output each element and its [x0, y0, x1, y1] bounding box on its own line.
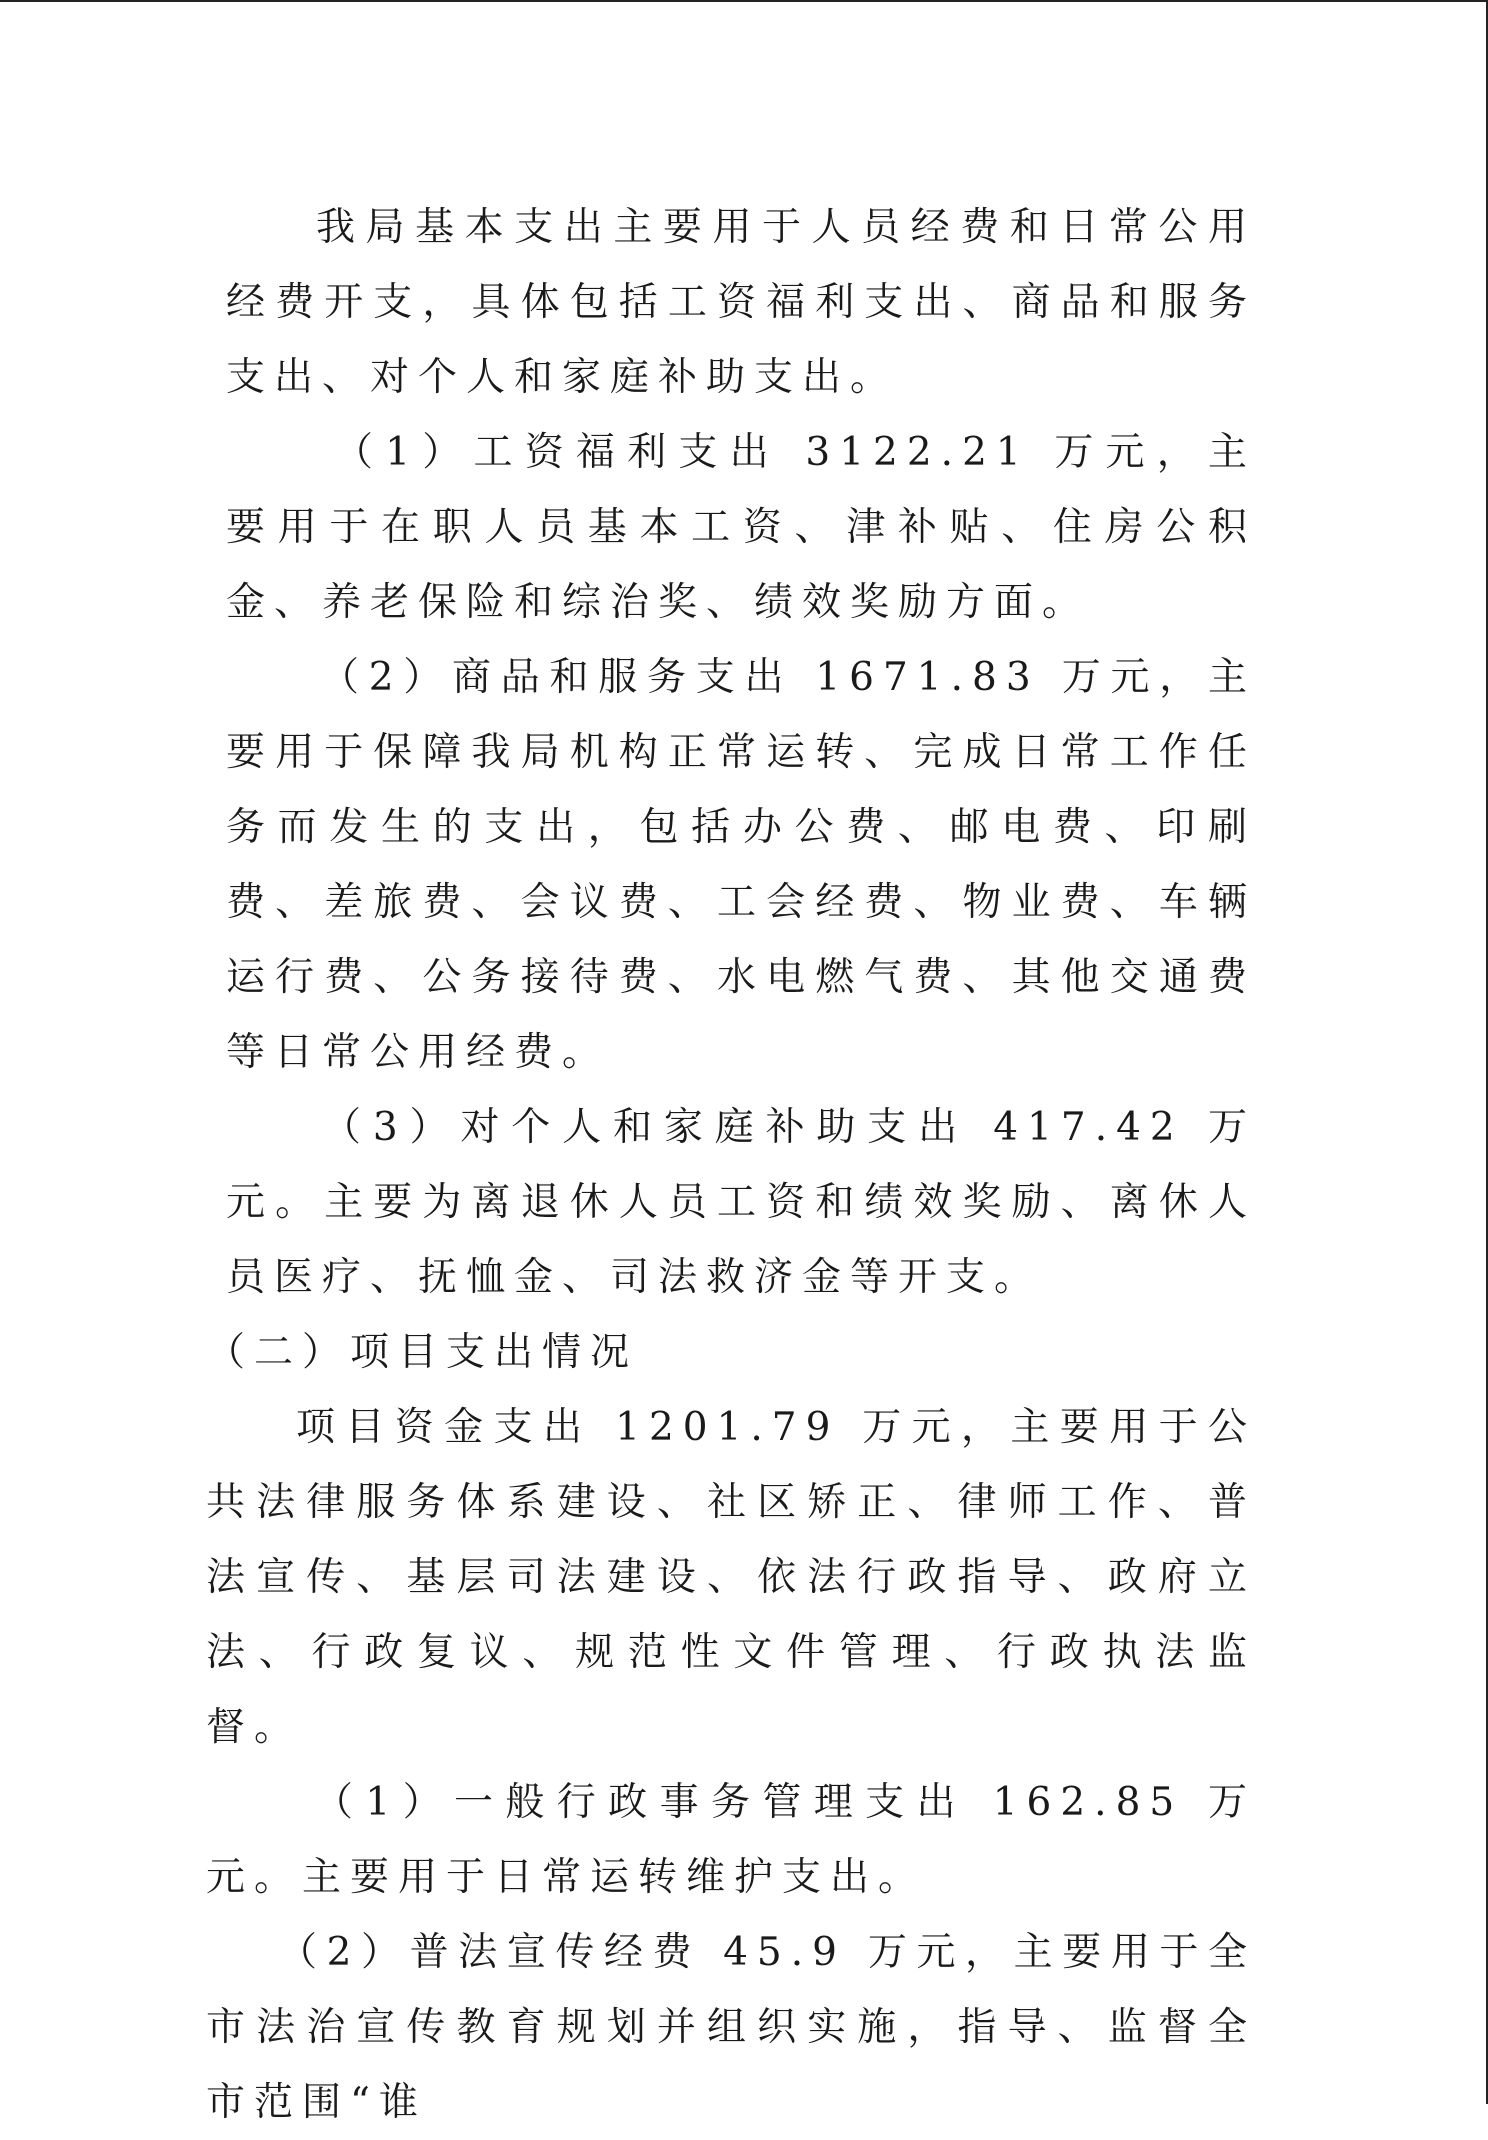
- paragraph-salary-welfare: （1）工资福利支出 3122.21 万元，主要用于在职人员基本工资、津补贴、住房公积金、养老保险和综治奖、绩效奖励方面。: [226, 430, 1256, 625]
- document-body: [206, 190, 1256, 2140]
- paragraph-basic-expenditure: 我局基本支出主要用于人员经费和日常公用经费开支，具体包括工资福利支出、商品和服务支出、对个人和家庭补助支出。: [226, 205, 1256, 400]
- paragraph-project-funds: 项目资金支出 1201.79 万元，主要用于公共法律服务体系建设、社区矫正、律师工作、普法宣传、基层司法建设、依法行政指导、政府立法、行政复议、规范性文件管理、行政执法监督。: [206, 1405, 1256, 1750]
- paragraph-personal-subsidy: （3）对个人和家庭补助支出 417.42 万元。主要为离退休人员工资和绩效奖励、离休人员医疗、抚恤金、司法救济金等开支。: [226, 1105, 1256, 1300]
- paragraph-general-admin: （1）一般行政事务管理支出 162.85 万元。主要用于日常运转维护支出。: [206, 1780, 1256, 1900]
- section-heading-project-expenditure: （二）项目支出情况: [206, 1330, 639, 1375]
- paragraph-goods-services: （2）商品和服务支出 1671.83 万元，主要用于保障我局机构正常运转、完成日常工作任务而发生的支出，包括办公费、邮电费、印刷费、差旅费、会议费、工会经费、物业费、车辆运行费、公务接待费、水电燃气费、其他交通费等日常公用经费。: [226, 655, 1256, 1075]
- paragraph-legal-publicity: （2）普法宣传经费 45.9 万元，主要用于全市法治宣传教育规划并组织实施，指导、监督全市范围“谁: [206, 1930, 1256, 2125]
